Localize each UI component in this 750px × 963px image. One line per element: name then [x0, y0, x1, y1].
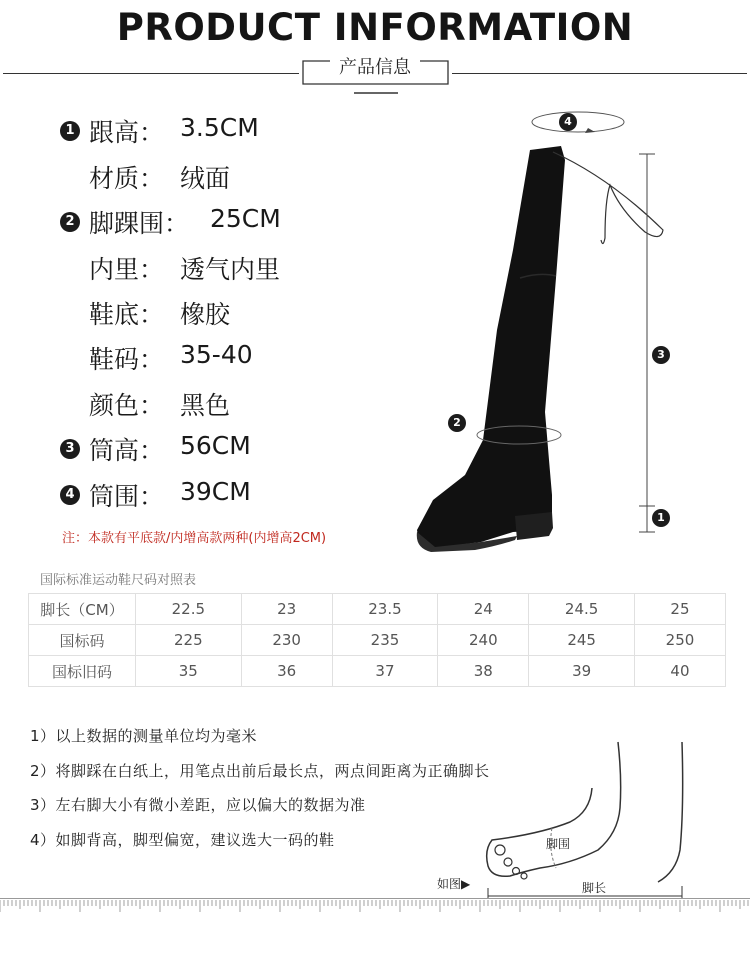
spec-value: 39CM: [180, 477, 251, 506]
spec-value: 橡胶: [180, 300, 231, 329]
spec-sole: [60, 293, 420, 333]
number-3-icon: 3: [60, 439, 80, 459]
table-row: [29, 625, 726, 656]
table-cell: 35: [136, 656, 242, 687]
instruction-3: 3）左右脚大小有微小差距，应以偏大的数据为准: [30, 796, 366, 814]
table-cell: 37: [332, 656, 438, 687]
table-row: [29, 656, 726, 687]
table-cell: 23: [241, 594, 332, 625]
spec-value: 透气内里: [180, 255, 281, 284]
table-cell: 38: [438, 656, 529, 687]
table-cell: 225: [136, 625, 242, 656]
callout-2-icon: 2: [448, 414, 466, 432]
spec-shaft-girth: [60, 475, 420, 515]
foot-girth-label: 脚围: [546, 837, 571, 851]
spec-label: 筒高：: [89, 436, 165, 465]
callout-1-icon: 1: [652, 509, 670, 527]
spec-value: 56CM: [180, 431, 251, 460]
size-table: [28, 593, 726, 687]
table-row: [29, 594, 726, 625]
table-cell: 22.5: [136, 594, 242, 625]
spec-heel-height: [60, 111, 420, 151]
foot-measurement-diagram: [470, 738, 700, 898]
model-note: 注：本款有平底款/内增高款两种(内增高2CM): [62, 531, 327, 546]
number-1-icon: 1: [60, 121, 80, 141]
number-4-icon: 4: [60, 485, 80, 505]
callout-3-icon: 3: [652, 346, 670, 364]
ruler-baseline: [0, 898, 750, 899]
measuring-ruler: [0, 900, 750, 914]
spec-label: 筒围：: [89, 482, 165, 511]
spec-color: [60, 384, 420, 424]
spec-shaft-height: [60, 429, 420, 469]
table-cell: 240: [438, 625, 529, 656]
spec-value: 黑色: [180, 391, 231, 420]
as-shown-label: 如图▶: [437, 877, 471, 891]
spec-size-range: [60, 338, 420, 378]
header-rule-left: [3, 73, 299, 74]
size-table-caption: 国际标准运动鞋尺码对照表: [40, 573, 197, 588]
spec-label: 鞋码：: [89, 345, 165, 374]
foot-length-label: 脚长: [582, 881, 607, 895]
table-cell: 25: [634, 594, 725, 625]
spec-value: 35-40: [180, 340, 253, 369]
instruction-2: 2）将脚踩在白纸上，用笔点出前后最长点，两点间距离为正确脚长: [30, 762, 490, 780]
number-2-icon: 2: [60, 212, 80, 232]
table-cell: 230: [241, 625, 332, 656]
table-cell: 23.5: [332, 594, 438, 625]
table-cell: 36: [241, 656, 332, 687]
spec-label: 跟高：: [89, 118, 165, 147]
spec-value: 3.5CM: [180, 113, 259, 142]
spec-label: 鞋底：: [89, 300, 165, 329]
spec-material: [60, 157, 420, 197]
header-rule-right: [452, 73, 747, 74]
spec-label: 颜色：: [89, 391, 165, 420]
spec-value: 25CM: [210, 204, 281, 233]
table-cell: 24.5: [529, 594, 635, 625]
table-cell: 40: [634, 656, 725, 687]
table-cell: 24: [438, 594, 529, 625]
spec-label: 内里：: [89, 255, 165, 284]
instruction-1: 1）以上数据的测量单位均为毫米: [30, 727, 258, 745]
spec-label: 脚踝围：: [89, 209, 190, 238]
table-cell: 245: [529, 625, 635, 656]
row-header: 国标码: [29, 625, 136, 656]
row-header: 脚长（CM）: [29, 594, 136, 625]
table-cell: 39: [529, 656, 635, 687]
section-subtitle: 产品信息: [339, 57, 411, 78]
spec-label: 材质：: [89, 164, 165, 193]
spec-value: 绒面: [180, 164, 231, 193]
boot-illustration: [405, 100, 695, 560]
row-header: 国标旧码: [29, 656, 136, 687]
page-title: PRODUCT INFORMATION: [116, 6, 634, 49]
table-cell: 235: [332, 625, 438, 656]
spec-lining: [60, 248, 420, 288]
table-cell: 250: [634, 625, 725, 656]
instruction-4: 4）如脚背高，脚型偏宽，建议选大一码的鞋: [30, 831, 335, 849]
callout-4-icon: 4: [559, 113, 577, 131]
spec-ankle-girth: [60, 202, 420, 242]
